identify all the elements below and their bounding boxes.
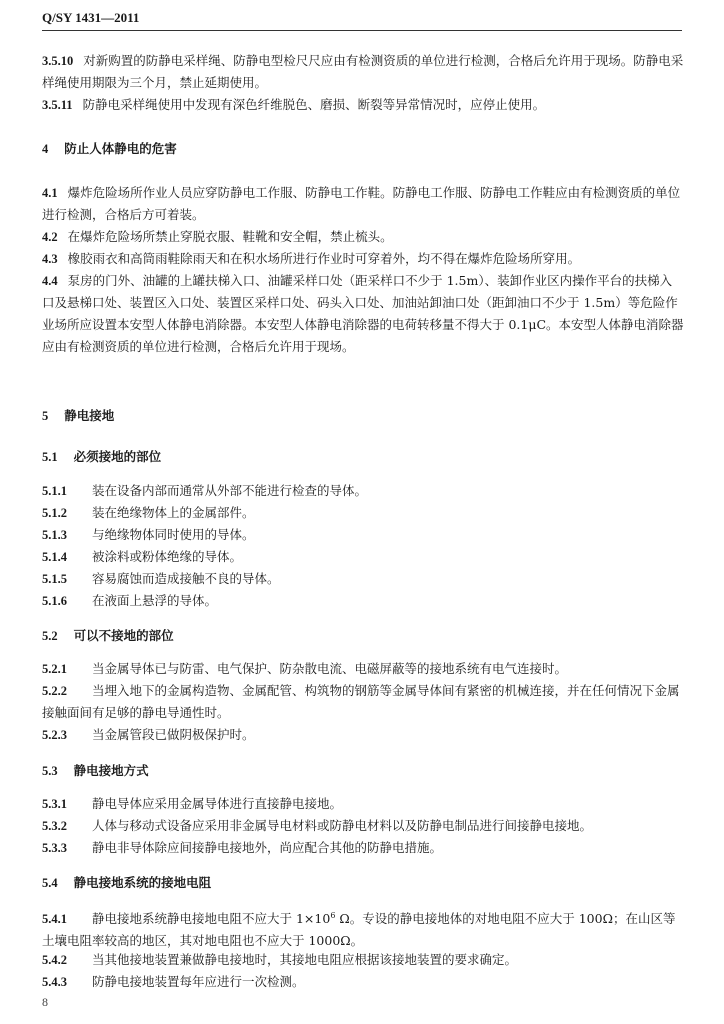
clause-text: 在爆炸危险场所禁止穿脱衣服、鞋靴和安全帽，禁止梳头。 [67,229,393,244]
clause-text: 在液面上悬浮的导体。 [92,593,218,608]
clause-text: 被涂料或粉体绝缘的导体。 [92,549,243,564]
clause-text: 与绝缘物体同时使用的导体。 [92,527,255,542]
clause-number: 5.2.1 [42,662,67,676]
clause-number: 5.2.2 [42,684,67,698]
heading-text: 必须接地的部位 [73,449,162,464]
clause-text: 橡胶雨衣和高筒雨鞋除雨天和在积水场所进行作业时可穿着外，均不得在爆炸危险场所穿用。 [67,251,581,266]
page-number: 8 [42,995,48,1009]
clause-number: 5.3.3 [42,841,67,855]
subsection-heading-5-3 [42,760,149,782]
clause-5-4-3 [42,971,684,993]
subsection-heading-5-2 [42,625,174,647]
clause-number: 5.3.2 [42,819,67,833]
clause-3-5-11 [42,94,684,116]
clause-5-4-2 [42,949,684,971]
heading-text: 静电接地 [64,408,115,423]
section-heading-5 [42,405,114,427]
clause-number: 4.1 [42,186,58,200]
clause-number: 4.2 [42,230,58,244]
clause-text-part-a: 静电接地系统静电接地电阻不应大于 1×10 [92,911,331,927]
subsection-heading-5-4 [42,872,211,894]
clause-text-part-b: Ω。专设的静电接地体的对地电阻不应大于 100Ω；在山区等土壤电阻率较高的地区，其对地电阻也不应大于 1000Ω。 [42,911,676,949]
clause-text: 当金属导体已与防雷、电气保护、防杂散电流、电磁屏蔽等的接地系统有电气连接时。 [92,661,568,676]
heading-number: 5.3 [42,764,58,778]
clause-number: 5.2.3 [42,728,67,742]
clause-number: 5.1.3 [42,528,67,542]
clause-number: 5.1.1 [42,484,67,498]
clause-5-3-2 [42,815,684,837]
heading-number: 5.1 [42,450,58,464]
section-heading-4 [42,138,177,160]
clause-number: 5.4.1 [42,912,67,927]
clause-4-4 [42,270,684,358]
clause-text: 防静电接地装置每年应进行一次检测。 [92,974,305,989]
clause-text: 容易腐蚀而造成接触不良的导体。 [92,571,280,586]
clause-5-4-1 [42,905,684,952]
list-item [42,590,684,612]
clause-text: 当埋入地下的金属构造物、金属配管、构筑物的钢筋等金属导体间有紧密的机械连接，并在任何情况下金属接触面间有足够的静电导通性时。 [42,683,680,720]
clause-5-3-1 [42,793,684,815]
clause-number: 5.1.2 [42,506,67,520]
clause-number: 5.1.4 [42,550,67,564]
clause-number: 4.4 [42,274,58,288]
clause-number: 5.4.2 [42,953,67,967]
heading-number: 4 [42,142,49,156]
clause-text: 人体与移动式设备应采用非金属导电材料或防静电材料以及防静电制品进行间接静电接地。 [92,818,593,833]
clause-number: 5.3.1 [42,797,67,811]
clause-number: 3.5.10 [42,54,74,68]
clause-number: 3.5.11 [42,98,73,112]
clause-3-5-10 [42,50,684,94]
clause-5-2-1 [42,658,684,680]
list-item [42,568,684,590]
clause-4-3 [42,248,684,270]
superscript-exponent: 6 [330,911,336,920]
clause-number: 5.4.3 [42,975,67,989]
clause-number: 4.3 [42,252,58,266]
clause-text: 对新购置的防静电采样绳、防静电型检尺尺应由有检测资质的单位进行检测，合格后允许用于现场。防静电采样绳使用期限为三个月，禁止延期使用。 [42,53,684,90]
list-item [42,546,684,568]
clause-text: 当金属管段已做阴极保护时。 [92,727,255,742]
heading-text: 防止人体静电的危害 [64,141,177,156]
list-item [42,502,684,524]
heading-number: 5.2 [42,629,58,643]
heading-text: 静电接地方式 [73,763,149,778]
clause-number: 5.1.6 [42,594,67,608]
subsection-heading-5-1 [42,446,161,468]
clause-5-2-3 [42,724,684,746]
heading-text: 可以不接地的部位 [73,628,174,643]
header-rule [42,30,682,31]
clause-text: 装在绝缘物体上的金属部件。 [92,505,255,520]
heading-text: 静电接地系统的接地电阻 [73,875,212,890]
clause-5-2-2 [42,680,684,724]
clause-text: 静电导体应采用金属导体进行直接静电接地。 [92,796,343,811]
clause-4-1 [42,182,684,226]
clause-text: 装在设备内部而通常从外部不能进行检查的导体。 [92,483,368,498]
clause-text: 防静电采样绳使用中发现有深色纤维脱色、磨损、断裂等异常情况时，应停止使用。 [82,97,546,112]
clause-text: 静电非导体除应间接静电接地外，尚应配合其他的防静电措施。 [92,840,443,855]
clause-number: 5.1.5 [42,572,67,586]
clause-4-2 [42,226,684,248]
document-code: Q/SY 1431—2011 [42,10,140,25]
clause-text: 泵房的门外、油罐的上罐扶梯入口、油罐采样口处（距采样口不少于 1.5m）、装卸作业区内操作平台的扶梯入口及悬梯口处、装置区入口处、装置区采样口处、码头入口处、加油站卸油口处（距卸油口不少于 1.5m）等危险作业场所应设置本安型人体静电消除器。本安型人体静电消除器的电荷转移量不得大于 0.1μC。本安型人体静电消除器应由有检测资质的单位进行检测，合格后允许用于现场。 [42,273,684,354]
heading-number: 5 [42,409,49,423]
clause-text: 当其他接地装置兼做静电接地时，其接地电阻应根据该接地装置的要求确定。 [92,952,518,967]
clause-5-3-3 [42,837,684,859]
heading-number: 5.4 [42,876,58,890]
list-item [42,524,684,546]
list-item [42,480,684,502]
clause-text: 爆炸危险场所作业人员应穿防静电工作服、防静电工作鞋。防静电工作服、防静电工作鞋应由有检测资质的单位进行检测，合格后方可着装。 [42,185,681,222]
